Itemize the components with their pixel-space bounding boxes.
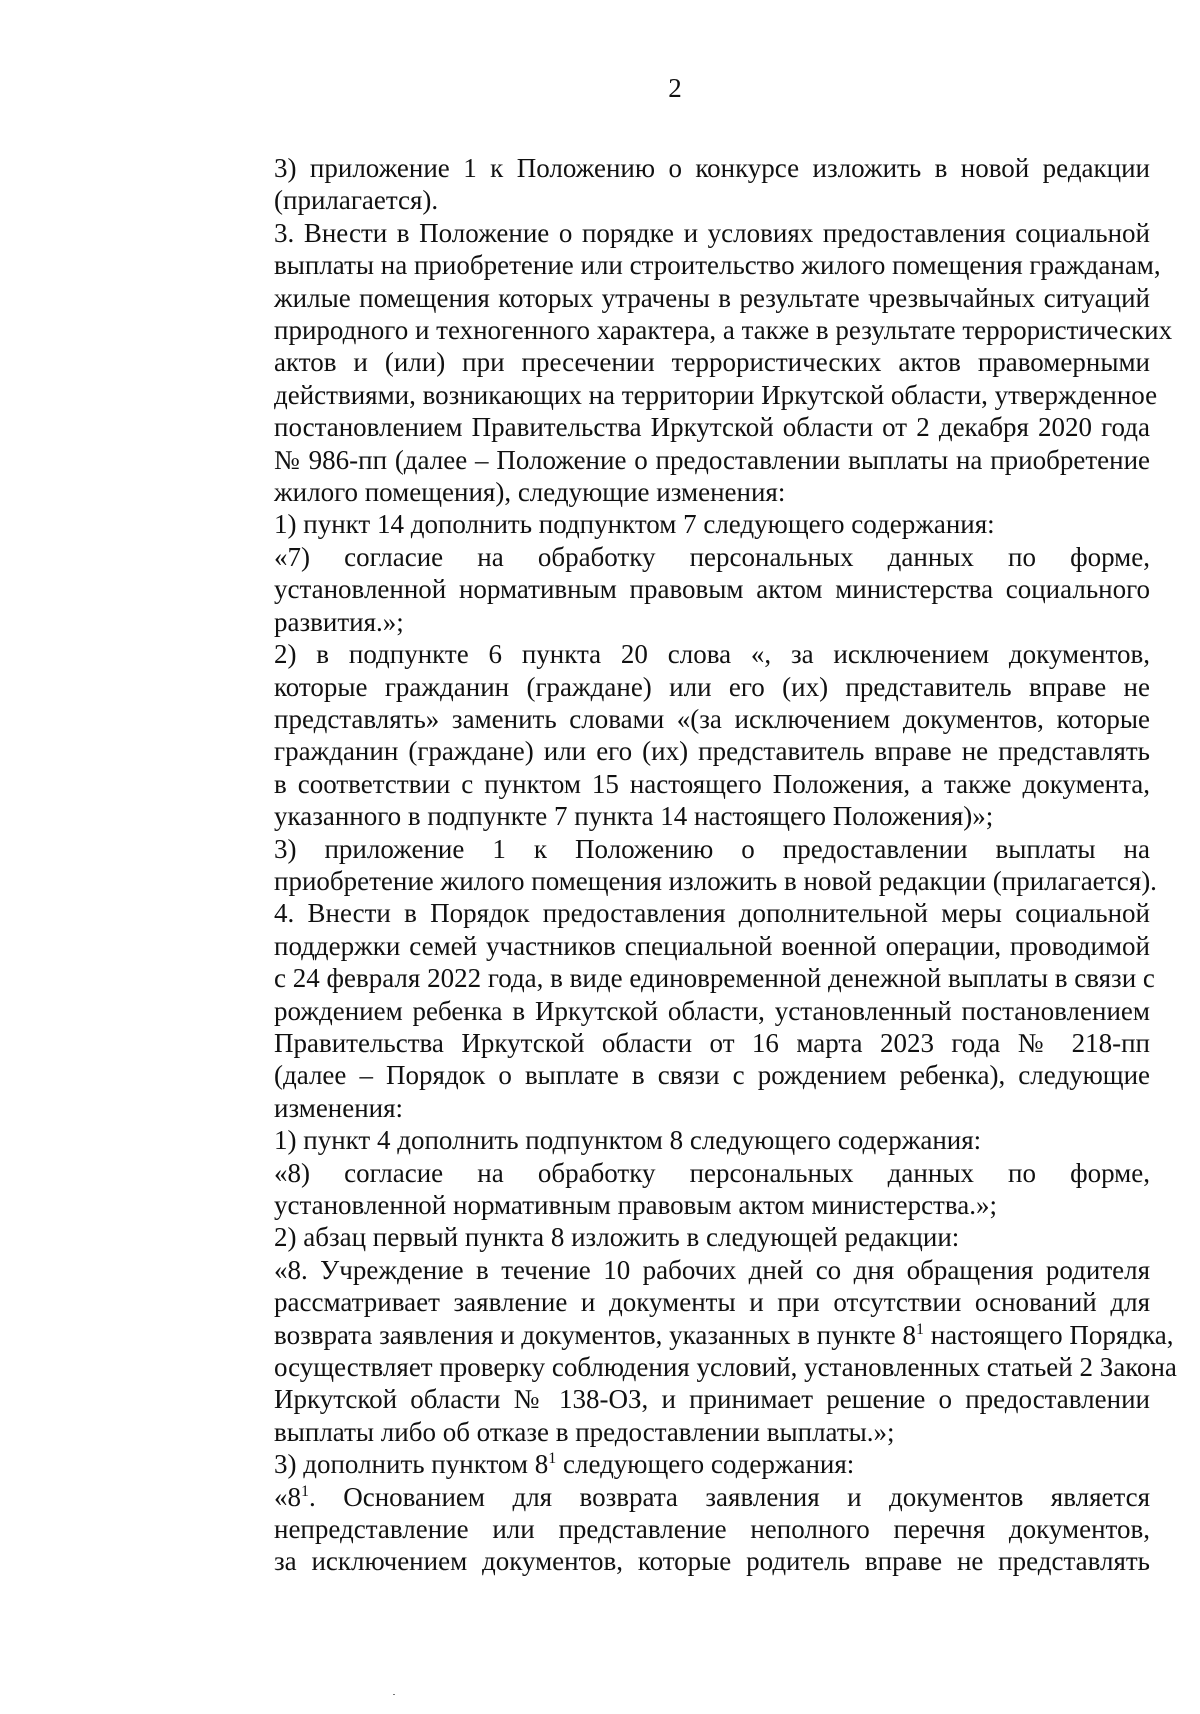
- text-line: (прилагается).: [274, 185, 439, 216]
- text-line: установленной нормативным правовым актом министерства социального: [274, 574, 1150, 605]
- text-line: выплаты на приобретение или строительство жилого помещения гражданам,: [274, 250, 1161, 281]
- text-line: осуществляет проверку соблюдения условий, установленных статьей 2 Закона: [274, 1352, 1177, 1383]
- text-line: изменения:: [274, 1092, 404, 1123]
- text-line: 4. Внести в Порядок предоставления дополнительной меры социальной: [274, 898, 1150, 929]
- text-fragment: 3) дополнить пунктом 8: [274, 1449, 549, 1480]
- text-line: представлять» заменить словами «(за исключением документов, которые: [274, 703, 1150, 734]
- text-line: 2) в подпункте 6 пункта 20 слова «, за исключением документов,: [274, 639, 1150, 670]
- text-line: [202, 1448, 1150, 1480]
- paragraph-item-3: [202, 217, 1173, 509]
- text-fragment: следующего содержания:: [556, 1449, 855, 1480]
- text-line: 3) приложение 1 к Положению о предоставлении выплаты на: [274, 833, 1150, 864]
- paragraph-quote-8: [202, 1157, 1150, 1222]
- text-line: 3) приложение 1 к Положению о конкурсе изложить в новой редакции: [274, 153, 1150, 183]
- text-line: 1) пункт 4 дополнить подпунктом 8 следующего содержания:: [274, 1125, 982, 1156]
- paragraph-subitem-1b: [202, 1124, 1150, 1156]
- text-line: действиями, возникающих на территории Иркутской области, утвержденное: [274, 379, 1158, 410]
- paragraph-subitem-2: [202, 638, 1150, 832]
- text-line: в соответствии с пунктом 15 настоящего Положения, а также документа,: [274, 768, 1150, 799]
- text-line: поддержки семей участников специальной военной операции, проводимой: [274, 930, 1150, 961]
- text-line: «8) согласие на обработку персональных данных по форме,: [274, 1157, 1150, 1188]
- superscript: 1: [301, 1482, 309, 1500]
- text-line: рождением ребенка в Иркутской области, установленный постановлением: [274, 995, 1150, 1026]
- paragraph-subitem-2b: [202, 1221, 1150, 1253]
- paragraph-appendix-contest: [202, 152, 1150, 217]
- text-line: жилые помещения которых утрачены в результате чрезвычайных ситуаций: [274, 282, 1150, 313]
- text-line: развития.»;: [274, 606, 404, 637]
- text-line: рассматривает заявление и документы и при отсутствии оснований для: [274, 1287, 1150, 1318]
- text-line: (далее – Порядок о выплате в связи с рождением ребенка), следующие: [274, 1060, 1150, 1091]
- text-fragment: «8: [274, 1481, 301, 1512]
- text-line: «8. Учреждение в течение 10 рабочих дней со дня обращения родителя: [274, 1254, 1150, 1285]
- text-line: актов и (или) при пресечении террористических актов правомерными: [274, 347, 1150, 378]
- paragraph-quote-8-1: [202, 1481, 1150, 1578]
- text-line: выплаты либо об отказе в предоставлении выплаты.»;: [274, 1416, 895, 1447]
- paragraph-quote-8-institution: [202, 1254, 1177, 1448]
- paragraph-subitem-3: [202, 833, 1157, 898]
- text-line: 2) абзац первый пункта 8 изложить в следующей редакции:: [274, 1222, 960, 1253]
- paragraph-quote-7: [202, 541, 1150, 638]
- text-line: природного и техногенного характера, а также в результате террористических: [274, 315, 1173, 346]
- text-fragment: возврата заявления и документов, указанных в пункте 8: [274, 1319, 916, 1350]
- text-line: [202, 1319, 1174, 1351]
- text-fragment: . Основанием для возврата заявления и документов является: [309, 1481, 1150, 1512]
- paragraph-subitem-1: [202, 508, 1150, 540]
- text-line: № 986-пп (далее – Положение о предоставлении выплаты на приобретение: [274, 444, 1150, 475]
- text-line: которые гражданин (граждане) или его (их) представитель вправе не: [274, 671, 1150, 702]
- text-fragment: настоящего Порядка,: [923, 1319, 1174, 1350]
- text-line: с 24 февраля 2022 года, в виде единовременной денежной выплаты в связи с: [274, 963, 1155, 994]
- text-line: постановлением Правительства Иркутской области от 2 декабря 2020 года: [274, 412, 1150, 443]
- text-line: приобретение жилого помещения изложить в новой редакции (прилагается).: [274, 865, 1157, 896]
- scan-speck: [393, 1694, 395, 1695]
- page-number: 2: [668, 73, 682, 103]
- text-line: указанного в подпункте 7 пункта 14 настоящего Положения)»;: [274, 801, 994, 832]
- paragraph-item-4: [202, 897, 1155, 1124]
- text-line: Иркутской области № 138-ОЗ, и принимает решение о предоставлении: [274, 1384, 1150, 1415]
- text-line: Правительства Иркутской области от 16 марта 2023 года № 218-пп: [274, 1027, 1150, 1058]
- text-line: непредставление или представление неполного перечня документов,: [274, 1514, 1150, 1545]
- superscript: 1: [915, 1320, 924, 1338]
- text-line: за исключением документов, которые родитель вправе не представлять: [274, 1546, 1150, 1577]
- text-line: установленной нормативным правовым актом министерства.»;: [274, 1190, 997, 1220]
- text-line: «7) согласие на обработку персональных данных по форме,: [274, 541, 1150, 572]
- text-line: [202, 1481, 1150, 1513]
- superscript: 1: [548, 1450, 557, 1468]
- document-body: [202, 152, 1177, 1578]
- text-line: 3. Внести в Положение о порядке и условиях предоставления социальной: [274, 217, 1150, 248]
- text-line: гражданин (граждане) или его (их) представитель вправе не представлять: [274, 736, 1150, 767]
- text-line: 1) пункт 14 дополнить подпунктом 7 следующего содержания:: [274, 509, 995, 540]
- paragraph-subitem-3b: [202, 1448, 1150, 1480]
- text-line: жилого помещения), следующие изменения:: [274, 477, 786, 508]
